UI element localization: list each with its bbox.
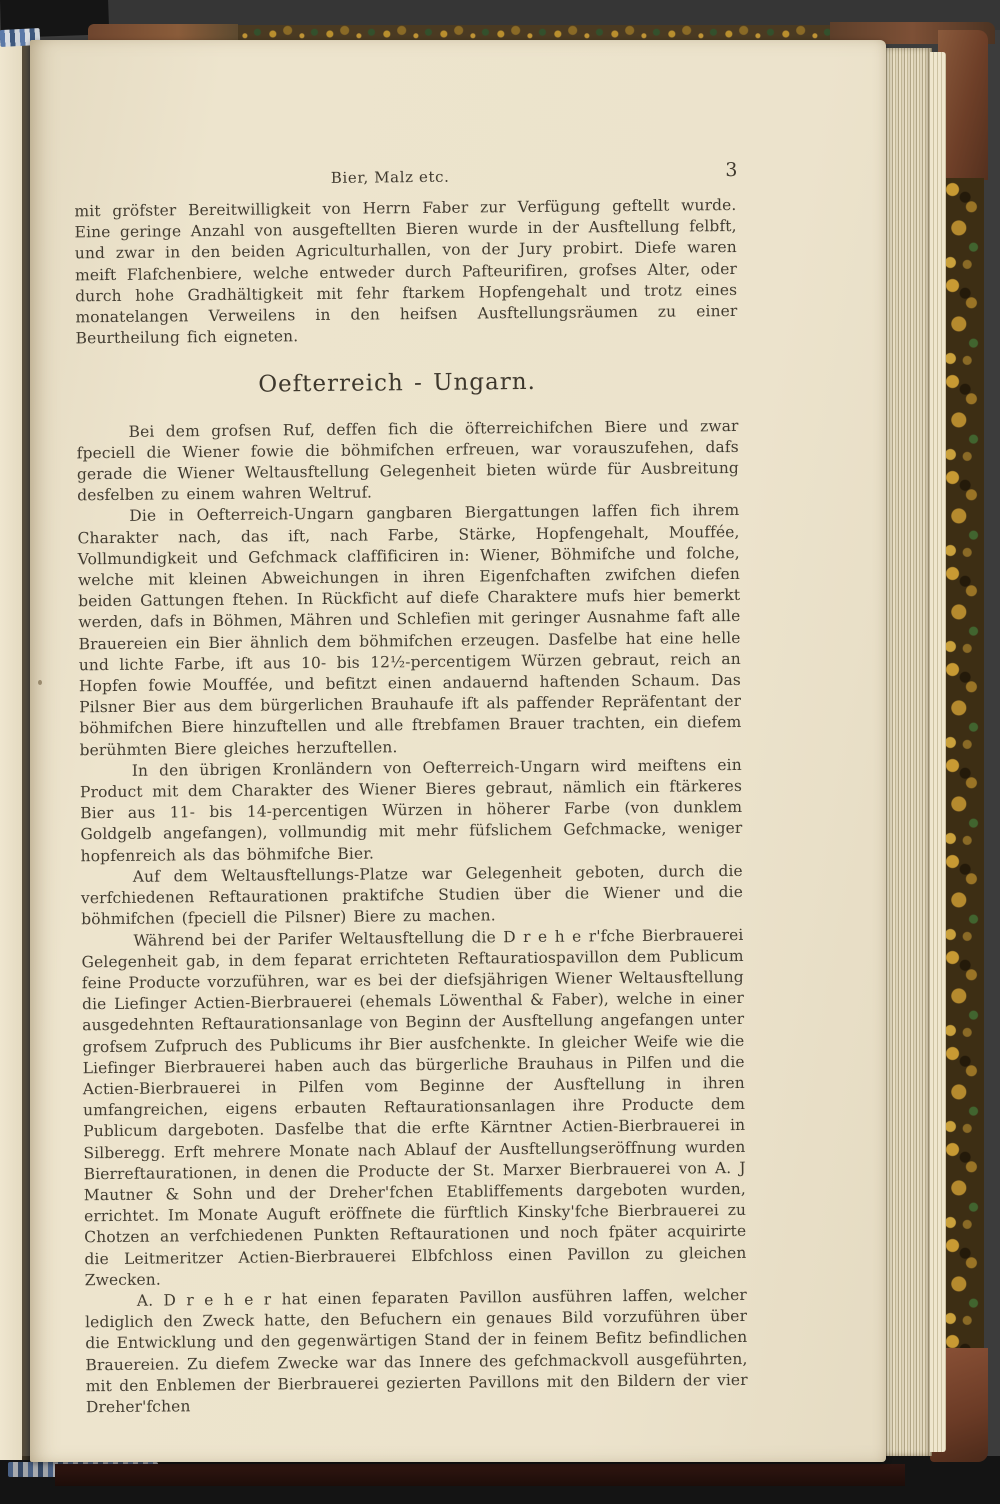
running-header-title: Bier, Malz etc. (330, 167, 450, 187)
page-number: 3 (725, 158, 739, 182)
paragraph: Die in Oefterreich-Ungarn gangbaren Biergattungen laffen fich ihrem Charakter nach, das ift, nach Farbe, Stärke, Hopfengehalt, Mouffée, Vollmundigkeit und Gefchmack claffificiren in: Wiener, Böhmifche und folche, welche mit kleinen Abweichungen in ihren Eigenfchaften zwifchen diefen beiden Gattungen ftehen. In Rückficht auf diefe Charaktere mufs hier bemerkt werden, dafs in Böhmen, Mähren und Schlefien mit geringer Ausnahme faft alle Brauereien ein Bier ähnlich dem böhmifchen erzeugen. Dasfelbe hat eine helle und lichte Farbe, ift aus 10- bis 12½-percentigem Würzen gebraut, reich an Hopfen fowie Mouffée, und befitzt einen andauernd haftenden Schaum. Das Pilsner Bier aus dem bürgerlichen Brauhaufe ift als paffender Repräfentant der böhmifchen Biere hinzuftellen und alle ftrebfamen Brauer trachten, ein diefem berühmten Biere gleiches herzuftellen. (77, 501, 742, 759)
page-content (72, 158, 776, 1419)
page-fore-edge-stack-outer (930, 52, 946, 1452)
paragraph: Auf dem Weltausftellungs-Platze war Gelegenheit geboten, durch die verfchiedenen Reftaurationen praktifche Studien über die Wiener und die böhmifchen (fpeciell die Pilsner) Biere zu machen. (80, 861, 744, 929)
paper-blemish (38, 680, 42, 685)
leather-corner-top-left (88, 24, 238, 41)
page-fore-edge-stack (884, 48, 932, 1456)
paragraph: mit gröfster Bereitwilligkeit von Herrn Faber zur Verfügung geftellt wurde. Eine geringe Anzahl von ausgeftellten Bieren wurde in der Ausftellung felbft, und zwar in den beiden Agriculturhallen, von der Jury probirt. Diefe waren meift Flafchenbiere, welche entweder durch Pafteurifiren, grofses Alter, oder durch hohe Gradhältigkeit mit fehr ftarkem Hopfengehalt und trotz eines monatelangen Verweilens in den heifsen Ausftellungsräumen zu einer Beurtheilung fich eigneten. (74, 195, 738, 348)
paragraph: A. D r e h e r hat einen feparaten Pavillon ausführen laffen, welcher lediglich den Zweck hatte, den Befuchern ein genaues Bild vorzuführen über die Entwicklung und den gegenwärtigen Stand der in feinem Befitz befindlichen Brauereien. Zu diefem Zwecke war das Innere des gefchmackvoll ausgeführten, mit den Enblemen der Bierbrauerei gezierten Pavillons mit den Bildern der vier Dreher'fchen (84, 1285, 748, 1417)
facing-page-edge (0, 40, 22, 1460)
paragraph: Während bei der Parifer Weltausftellung die D r e h e r'fche Bierbrauerei Gelegenheit gab, in dem feparat errichteten Reftauratiospavillon dem Publicum feine Producte vorzuführen, war es bei der diefsjährigen Wiener Weltausftellung die Liefinger Actien-Bierbrauerei (ehemals Löwenthal & Faber), welche in einer ausgedehnten Reftaurationsanlage von Beginn der Ausftellung angefangen unter grofsem Zufpruch des Publicums ihr Bier ausfchenkte. In gleicher Weife wie die Liefinger Bierbrauerei haben auch das bürgerliche Brauhaus in Pilfen und die Actien-Bierbrauerei in Pilfen vom Beginne der Ausftellung in ihren umfangreichen, eigens erbauten Reftaurationsanlagen ihre Producte dem Publicum dargeboten. Dasfelbe that die erfte Kärntner Actien-Bierbrauerei in Silberegg. Erft mehrere Monate nach Ablauf der Ausftellungseröffnung wurden Bierreftaurationen, in denen die Producte der St. Marxer Bierbrauerei von A. J Mautner & Sohn und der Dreher'fchen Etabliffements dargeboten wurden, errichtet. Im Monate Auguft eröffnete die fürftlich Kinsky'fche Bierbrauerei zu Chotzen an verfchiedenen Punkten Reftaurationen und noch fpäter acquirirte die Leitmeritzer Actien-Bierbrauerei Elbfchloss einen Pavillon zu gleichen Zwecken. (81, 925, 747, 1290)
marbled-cover-board (942, 178, 984, 1358)
paragraph: Bei dem grofsen Ruf, deffen fich die öfterreichifchen Biere und zwar fpeciell die Wiener fowie die böhmifchen erfreuen, war vorauszufehen, dafs gerade die Wiener Weltausftellung Gelegenheit bieten würde für Ausbreitung desfelben zu einem wahren Weltruf. (76, 416, 739, 505)
cover-bottom-edge (55, 1464, 905, 1486)
section-heading: Oefterreich - Ungarn. (258, 369, 537, 398)
paragraph: In den übrigen Kronländern von Oefterreich-Ungarn wird meiftens ein Product mit dem Charakter des Wiener Bieres gebraut, nämlich ein ftärkeres Bier aus 11- bis 14-percentigen Würzen in höherer Farbe (von dunklem Goldgelb angefangen), vollmundig mit mehr füfslichem Gefchmacke, weniger hopfenreich als das böhmifche Bier. (79, 755, 743, 865)
body-text (74, 195, 748, 1418)
